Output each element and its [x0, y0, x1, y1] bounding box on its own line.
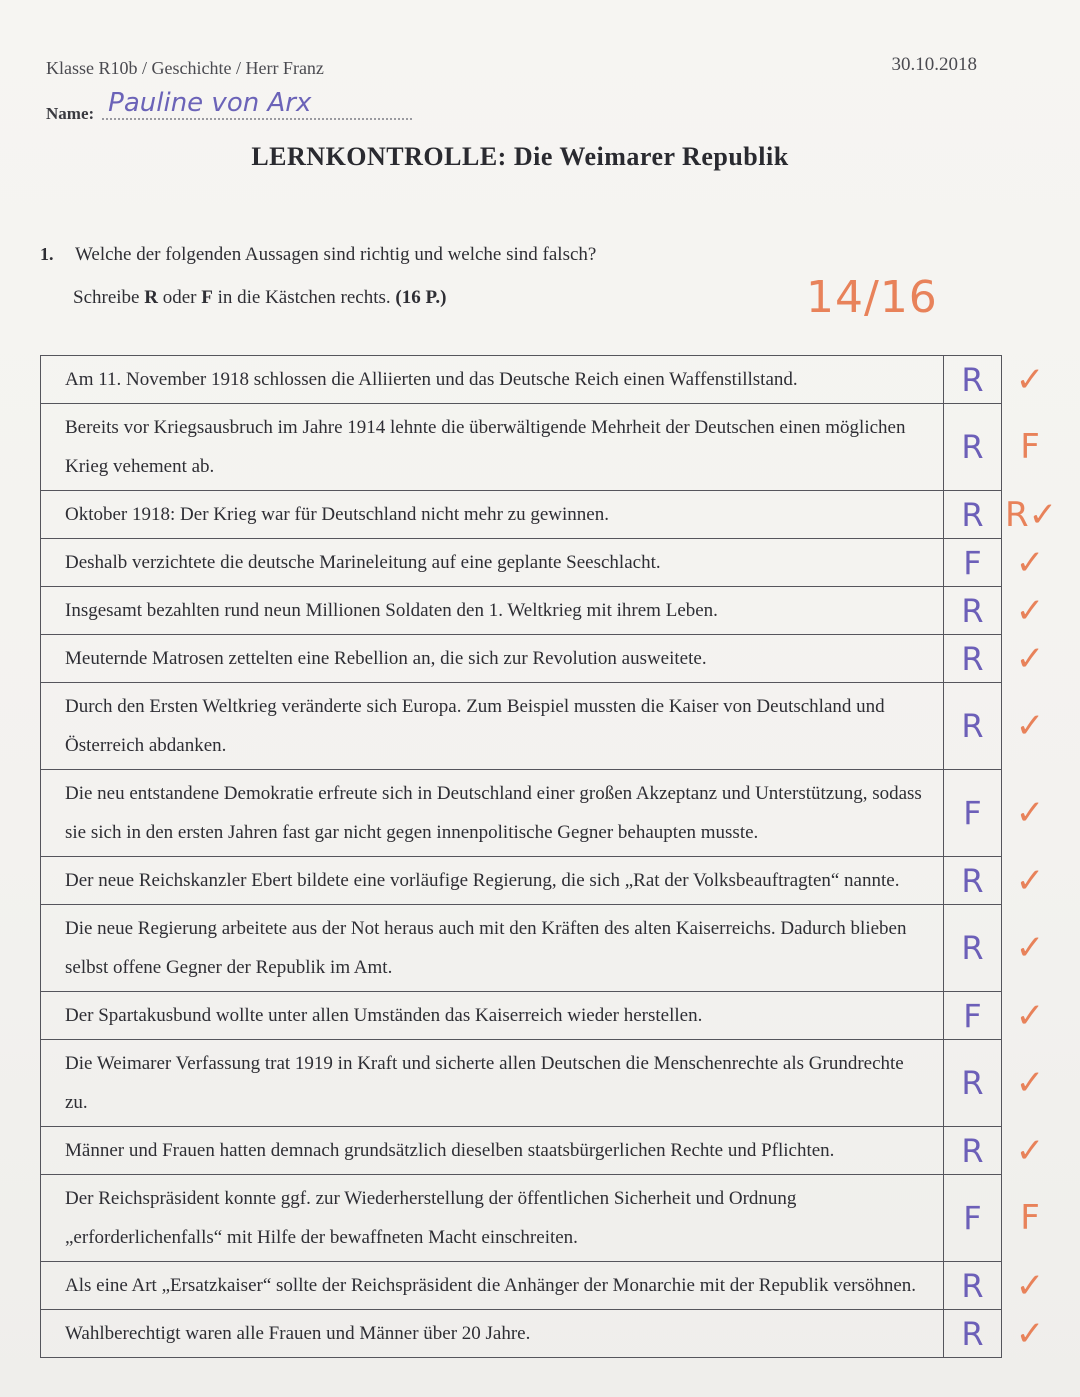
answer-box[interactable]: R — [961, 360, 984, 399]
student-name: Pauline von Arx — [108, 88, 312, 118]
correction-mark: ✓ — [1015, 928, 1045, 968]
correction-mark: F — [1020, 427, 1040, 467]
statement-text: Der neue Reichskanzler Ebert bildete eine vorläufige Regierung, die sich „Rat der Volksbeauftragten“ nannte. — [41, 857, 944, 904]
name-dotted-line — [102, 118, 412, 120]
statement-text: Oktober 1918: Der Krieg war für Deutschland nicht mehr zu gewinnen. — [41, 491, 944, 538]
correction-mark: ✓ — [1015, 1130, 1045, 1171]
answer-box[interactable]: R — [961, 639, 984, 678]
answer-box[interactable]: R — [961, 1314, 984, 1353]
statement-text: Insgesamt bezahlten rund neun Millionen Soldaten den 1. Weltkrieg mit ihrem Leben. — [41, 587, 944, 634]
exam-date: 30.10.2018 — [891, 54, 977, 75]
correction-mark: ✓ — [1015, 542, 1045, 583]
table-row — [40, 635, 1045, 683]
correction-mark: ✓ — [1015, 706, 1045, 746]
table-row — [40, 1310, 1045, 1358]
name-label: Name: — [46, 104, 95, 123]
table-row — [40, 404, 1040, 491]
table-row — [40, 1175, 1040, 1262]
table-row — [40, 1262, 1045, 1310]
statement-text: Der Reichspräsident konnte ggf. zur Wiederherstellung der öffentlichen Sicherheit und Ordnung „erforderlichenfalls“ mit Hilfe der bewaffneten Macht einschreiten. — [41, 1175, 944, 1261]
answer-box[interactable]: R — [961, 1131, 984, 1170]
question-instruction — [73, 287, 446, 309]
instruction-or: oder — [162, 287, 197, 308]
correction-mark: ✓ — [1015, 793, 1045, 833]
statement-text: Wahlberechtigt waren alle Frauen und Männer über 20 Jahre. — [41, 1310, 944, 1357]
table-row — [40, 539, 1045, 587]
score-mark: 14/16 — [806, 272, 938, 323]
statement-text: Am 11. November 1918 schlossen die Alliierten und das Deutsche Reich einen Waffenstillstand. — [41, 356, 944, 403]
instruction-f: F — [201, 287, 213, 308]
table-row — [40, 770, 1045, 857]
answer-box[interactable]: F — [963, 794, 982, 832]
answer-box[interactable]: F — [963, 1199, 982, 1237]
answer-box[interactable]: R — [961, 428, 984, 466]
statement-text: Deshalb verzichtete die deutsche Marineleitung auf eine geplante Seeschlacht. — [41, 539, 944, 586]
answer-table — [40, 355, 1058, 1358]
class-info: Klasse R10b / Geschichte / Herr Franz — [46, 58, 324, 78]
table-row — [40, 491, 1058, 539]
question-number: 1. — [40, 244, 54, 264]
question-points: (16 P.) — [395, 287, 447, 308]
correction-mark: ✓ — [1015, 359, 1045, 400]
correction-mark: ✓ — [1015, 1313, 1045, 1354]
correction-mark: R✓ — [1005, 494, 1058, 535]
statement-text: Die Weimarer Verfassung trat 1919 in Kraft und sicherte allen Deutschen die Menschenrechte als Grundrechte zu. — [41, 1040, 944, 1126]
statement-text: Als eine Art „Ersatzkaiser“ sollte der Reichspräsident die Anhänger der Monarchie mit der Republik versöhnen. — [41, 1262, 944, 1309]
answer-box[interactable]: R — [961, 707, 984, 745]
statement-text: Der Spartakusbund wollte unter allen Umständen das Kaiserreich wieder herstellen. — [41, 992, 944, 1039]
statement-text: Bereits vor Kriegsausbruch im Jahre 1914 lehnte die überwältigende Mehrheit der Deutschen einen möglichen Krieg vehement ab. — [41, 404, 944, 490]
answer-box[interactable]: R — [961, 591, 984, 630]
statement-text: Meuternde Matrosen zettelten eine Rebellion an, die sich zur Revolution ausweitete. — [41, 635, 944, 682]
answer-box[interactable]: F — [963, 996, 982, 1035]
answer-box[interactable]: R — [961, 1064, 984, 1102]
statement-text: Die neu entstandene Demokratie erfreute sich in Deutschland einer großen Akzeptanz und Unterstützung, sodass sie sich in den ersten Jahren fast gar nicht gegen innenpolitische Gegner behaupten musste. — [41, 770, 944, 856]
answer-box[interactable]: F — [963, 543, 982, 582]
correction-mark: ✓ — [1015, 860, 1045, 901]
table-row — [40, 992, 1045, 1040]
table-row — [40, 905, 1045, 992]
correction-mark: ✓ — [1015, 1265, 1045, 1306]
correction-mark: ✓ — [1015, 995, 1045, 1036]
answer-box[interactable]: R — [961, 495, 984, 534]
instruction-suffix: in die Kästchen rechts. — [217, 287, 391, 308]
table-row — [40, 355, 1045, 404]
instruction-prefix: Schreibe — [73, 287, 140, 308]
correction-mark: ✓ — [1015, 1063, 1045, 1103]
correction-mark: ✓ — [1015, 590, 1045, 631]
answer-box[interactable]: R — [961, 861, 984, 900]
correction-mark: F — [1020, 1198, 1040, 1238]
answer-box[interactable]: R — [961, 929, 984, 967]
question-text: Welche der folgenden Aussagen sind richtig und welche sind falsch? — [75, 244, 597, 265]
table-row — [40, 683, 1045, 770]
correction-mark: ✓ — [1015, 638, 1045, 679]
page-title: LERNKONTROLLE: Die Weimarer Republik — [251, 142, 789, 171]
statement-text: Durch den Ersten Weltkrieg veränderte sich Europa. Zum Beispiel mussten die Kaiser von Deutschland und Österreich abdanken. — [41, 683, 944, 769]
instruction-r: R — [144, 287, 158, 308]
answer-box[interactable]: R — [961, 1266, 984, 1305]
table-row — [40, 1127, 1045, 1175]
table-row — [40, 587, 1045, 635]
table-row — [40, 857, 1045, 905]
statement-text: Die neue Regierung arbeitete aus der Not heraus auch mit den Kräften des alten Kaiserreichs. Dadurch blieben selbst offene Gegner der Republik im Amt. — [41, 905, 944, 991]
table-row — [40, 1040, 1045, 1127]
statement-text: Männer und Frauen hatten demnach grundsätzlich dieselben staatsbürgerlichen Rechte und Pflichten. — [41, 1127, 944, 1174]
